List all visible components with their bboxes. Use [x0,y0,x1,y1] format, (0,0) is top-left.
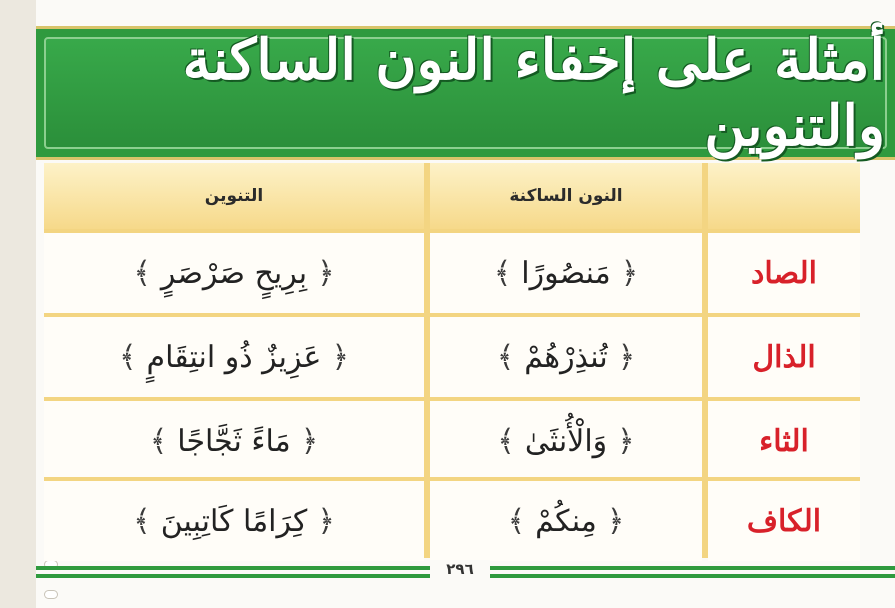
table-header-row [44,163,860,229]
ornament-open: ﴿ [317,503,335,539]
row-divider [44,229,860,233]
ornament-close: ﴾ [507,503,526,539]
ornament-close: ﴾ [118,339,137,375]
noon-example: وَالْأُنثَىٰ [524,423,608,459]
tanween-example: عَزِيزٌ ذُو انتِقَامٍ [146,339,322,375]
noon-example-cell [430,481,702,561]
row-divider [44,397,860,401]
table-row [44,233,860,313]
binding-hole [44,590,58,599]
noon-example: مِنكُمْ [535,503,597,539]
tanween-example: كِرَامًا كَاتِبِينَ [160,503,308,539]
tanween-example-cell [44,401,424,481]
page-title: أمثلة على إخفاء النون الساكنة والتنوين [182,27,885,159]
row-divider [44,477,860,481]
tanween-example: مَاءً ثَجَّاجًا [177,423,291,459]
column-divider [424,163,430,558]
noon-example: مَنصُورًا [521,255,611,291]
ornament-close: ﴾ [133,255,151,291]
row-divider [44,313,860,317]
ornament-open: ﴿ [617,423,635,459]
examples-table [44,163,860,558]
table-row [44,401,860,481]
tanween-example: بِرِيحٍ صَرْصَرٍ [160,255,308,291]
header-tanween: التنوين [44,163,424,229]
table-row [44,317,860,397]
ornament-open: ﴿ [300,423,319,459]
letter-cell: الذال [708,317,860,397]
ornament-close: ﴾ [149,423,168,459]
noon-example-cell [430,233,702,313]
header-noon-sakinah: النون الساكنة [430,163,702,229]
tanween-example-cell [44,233,424,313]
ornament-close: ﴾ [496,339,515,375]
noon-example-cell [430,401,702,481]
ornament-open: ﴿ [606,503,625,539]
title-frame [44,27,887,159]
header-letter [708,163,860,229]
tanween-example-cell [44,481,424,561]
ornament-open: ﴿ [620,255,639,291]
ornament-open: ﴿ [317,255,335,291]
column-divider [702,163,708,558]
table-row [44,481,860,561]
ornament-close: ﴾ [493,255,512,291]
noon-example-cell [430,317,702,397]
ornament-open: ﴿ [617,339,636,375]
letter-cell: الكاف [708,481,860,561]
ornament-open: ﴿ [331,339,350,375]
tanween-example-cell [44,317,424,397]
letter-cell: الصاد [708,233,860,313]
letter-cell: الثاء [708,401,860,481]
page-binding [0,0,38,608]
noon-example: تُنذِرْهُمْ [524,339,608,375]
ornament-close: ﴾ [497,423,515,459]
ornament-close: ﴾ [133,503,151,539]
title-banner [36,26,895,160]
page-number: ٢٩٦ [430,560,490,578]
